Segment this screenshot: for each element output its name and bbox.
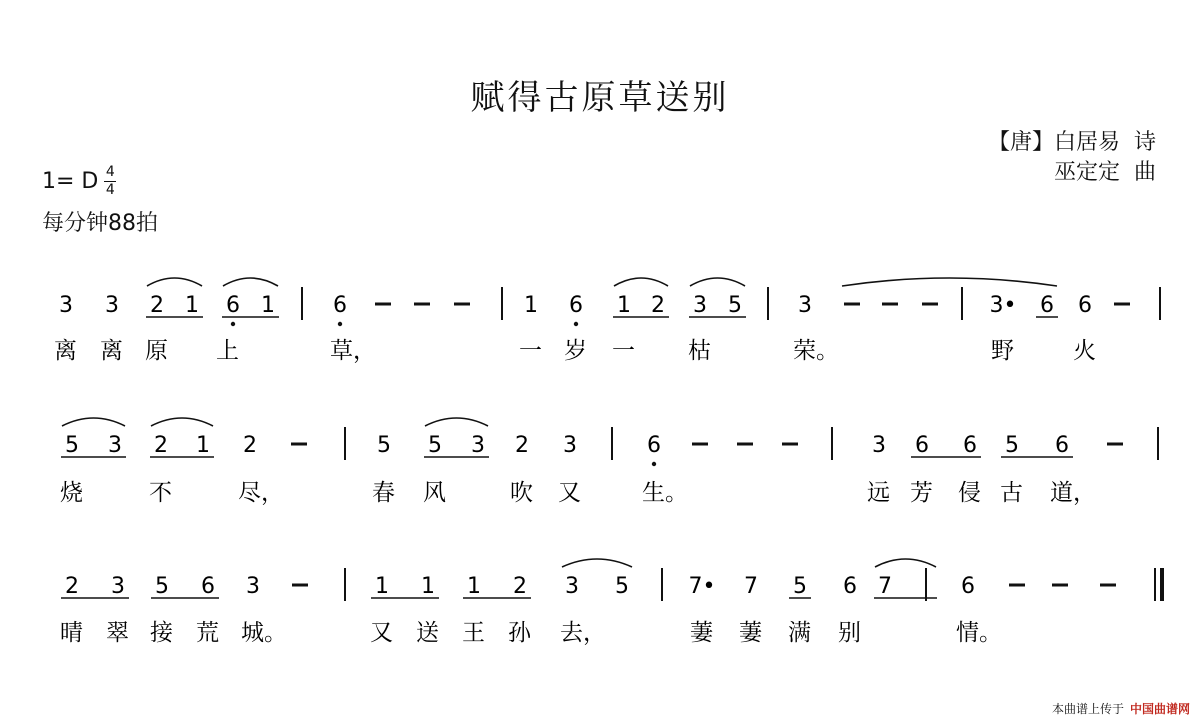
- octave-dot: [574, 322, 578, 326]
- lyric-char: 翠: [106, 620, 129, 646]
- slur: [614, 278, 668, 286]
- note: 7: [878, 574, 892, 599]
- note: 3: [108, 433, 122, 458]
- slur: [151, 418, 213, 426]
- octave-dot: [338, 322, 342, 326]
- lyric-char: 野: [991, 338, 1014, 364]
- note: 2: [513, 574, 527, 599]
- note: 1: [467, 574, 481, 599]
- note: 5: [65, 433, 79, 458]
- note: 1: [261, 293, 275, 318]
- note: 6: [1040, 293, 1054, 318]
- note: 1: [617, 293, 631, 318]
- lyric-char: 城。: [241, 620, 287, 646]
- key-label: 1= D: [42, 169, 99, 194]
- slur: [425, 418, 488, 426]
- note: 3: [105, 293, 119, 318]
- note: 6: [201, 574, 215, 599]
- slur: [562, 559, 632, 567]
- note: 7•: [688, 574, 716, 599]
- note: 1: [421, 574, 435, 599]
- lyric-char: 离: [54, 338, 77, 364]
- note: 3: [246, 574, 260, 599]
- time-top: 4: [105, 164, 115, 180]
- note: 2: [651, 293, 665, 318]
- lyric-char: 道，: [1050, 480, 1096, 506]
- lyric-char: 古: [1000, 480, 1023, 506]
- lyric-char: 送: [416, 620, 439, 646]
- lyric-char: 萋: [690, 620, 713, 646]
- lyric-char: 一: [519, 338, 542, 364]
- note: 2: [515, 433, 529, 458]
- note: 6: [1078, 293, 1092, 318]
- lyric-char: 风: [423, 480, 446, 506]
- slur: [223, 278, 278, 286]
- note: 3•: [989, 293, 1017, 318]
- note: 5: [728, 293, 742, 318]
- note: 2: [65, 574, 79, 599]
- lyric-char: 离: [100, 338, 123, 364]
- note: 6: [915, 433, 929, 458]
- lyric-char: 不: [149, 480, 172, 506]
- note: 3: [563, 433, 577, 458]
- note: 3: [872, 433, 886, 458]
- note: 1: [185, 293, 199, 318]
- lyric-char: 萋: [739, 620, 762, 646]
- note: 2: [150, 293, 164, 318]
- lyric-char: 芳: [910, 480, 933, 506]
- lyric-char: 生。: [642, 480, 688, 506]
- lyric-char: 草，: [330, 338, 376, 364]
- lyric-char: 又: [558, 480, 581, 506]
- note: 1: [524, 293, 538, 318]
- note: 5: [428, 433, 442, 458]
- note: 6: [569, 293, 583, 318]
- note: 3: [111, 574, 125, 599]
- upload-text: 本曲谱上传于: [1051, 702, 1124, 716]
- lyric-char: 荒: [196, 620, 219, 646]
- note: 2: [154, 433, 168, 458]
- note: 6: [963, 433, 977, 458]
- lyric-char: 荣。: [793, 338, 839, 364]
- site-footer: [1052, 700, 1190, 717]
- note: 6: [226, 293, 240, 318]
- note: 5: [1005, 433, 1019, 458]
- note: 3: [565, 574, 579, 599]
- lyric-char: 岁: [564, 338, 587, 364]
- lyric-char: 枯: [688, 338, 711, 364]
- note: 3: [798, 293, 812, 318]
- lyric-char: 情。: [956, 620, 1002, 646]
- lyric-char: 尽，: [238, 480, 284, 506]
- lyric-char: 春: [372, 480, 395, 506]
- lyric-char: 孙: [508, 620, 531, 646]
- lyric-char: 晴: [60, 620, 83, 646]
- composer-credit: 巫定定 曲: [1054, 160, 1156, 185]
- note: 1: [196, 433, 210, 458]
- song-title: 赋得古原草送别: [470, 78, 730, 118]
- slur: [690, 278, 745, 286]
- lyric-char: 火: [1073, 338, 1096, 364]
- lyric-char: 接: [150, 620, 173, 646]
- lyric-char: 满: [788, 620, 811, 646]
- lyric-char: 侵: [958, 480, 981, 506]
- slur: [875, 559, 936, 567]
- note: 6: [647, 433, 661, 458]
- note: 6: [333, 293, 347, 318]
- slur: [147, 278, 202, 286]
- lyric-char: 原: [145, 338, 168, 364]
- note: 3: [471, 433, 485, 458]
- note: 6: [843, 574, 857, 599]
- lyric-char: 吹: [510, 480, 533, 506]
- lyric-char: 又: [370, 620, 393, 646]
- note: 2: [243, 433, 257, 458]
- lyric-char: 一: [612, 338, 635, 364]
- note: 3: [59, 293, 73, 318]
- lyric-char: 王: [462, 620, 485, 646]
- note: 3: [693, 293, 707, 318]
- note: 5: [377, 433, 391, 458]
- slur: [62, 418, 125, 426]
- lyric-char: 去，: [560, 620, 606, 646]
- lyric-char: 远: [867, 480, 890, 506]
- note: 5: [615, 574, 629, 599]
- poet-credit: 【唐】白居易 诗: [988, 130, 1156, 155]
- site-logo: 中国曲谱网: [1129, 702, 1190, 716]
- lyric-char: 别: [838, 620, 861, 646]
- note: 1: [375, 574, 389, 599]
- tempo-marking: 每分钟88拍: [42, 211, 158, 236]
- octave-dot: [231, 322, 235, 326]
- note: 5: [155, 574, 169, 599]
- octave-dot: [652, 462, 656, 466]
- note: 7: [744, 574, 758, 599]
- note: 6: [961, 574, 975, 599]
- note: 6: [1055, 433, 1069, 458]
- time-bottom: 4: [105, 182, 115, 198]
- lyric-char: 烧: [60, 480, 83, 506]
- slur: [842, 278, 1057, 286]
- note: 5: [793, 574, 807, 599]
- lyric-char: 上: [216, 338, 239, 364]
